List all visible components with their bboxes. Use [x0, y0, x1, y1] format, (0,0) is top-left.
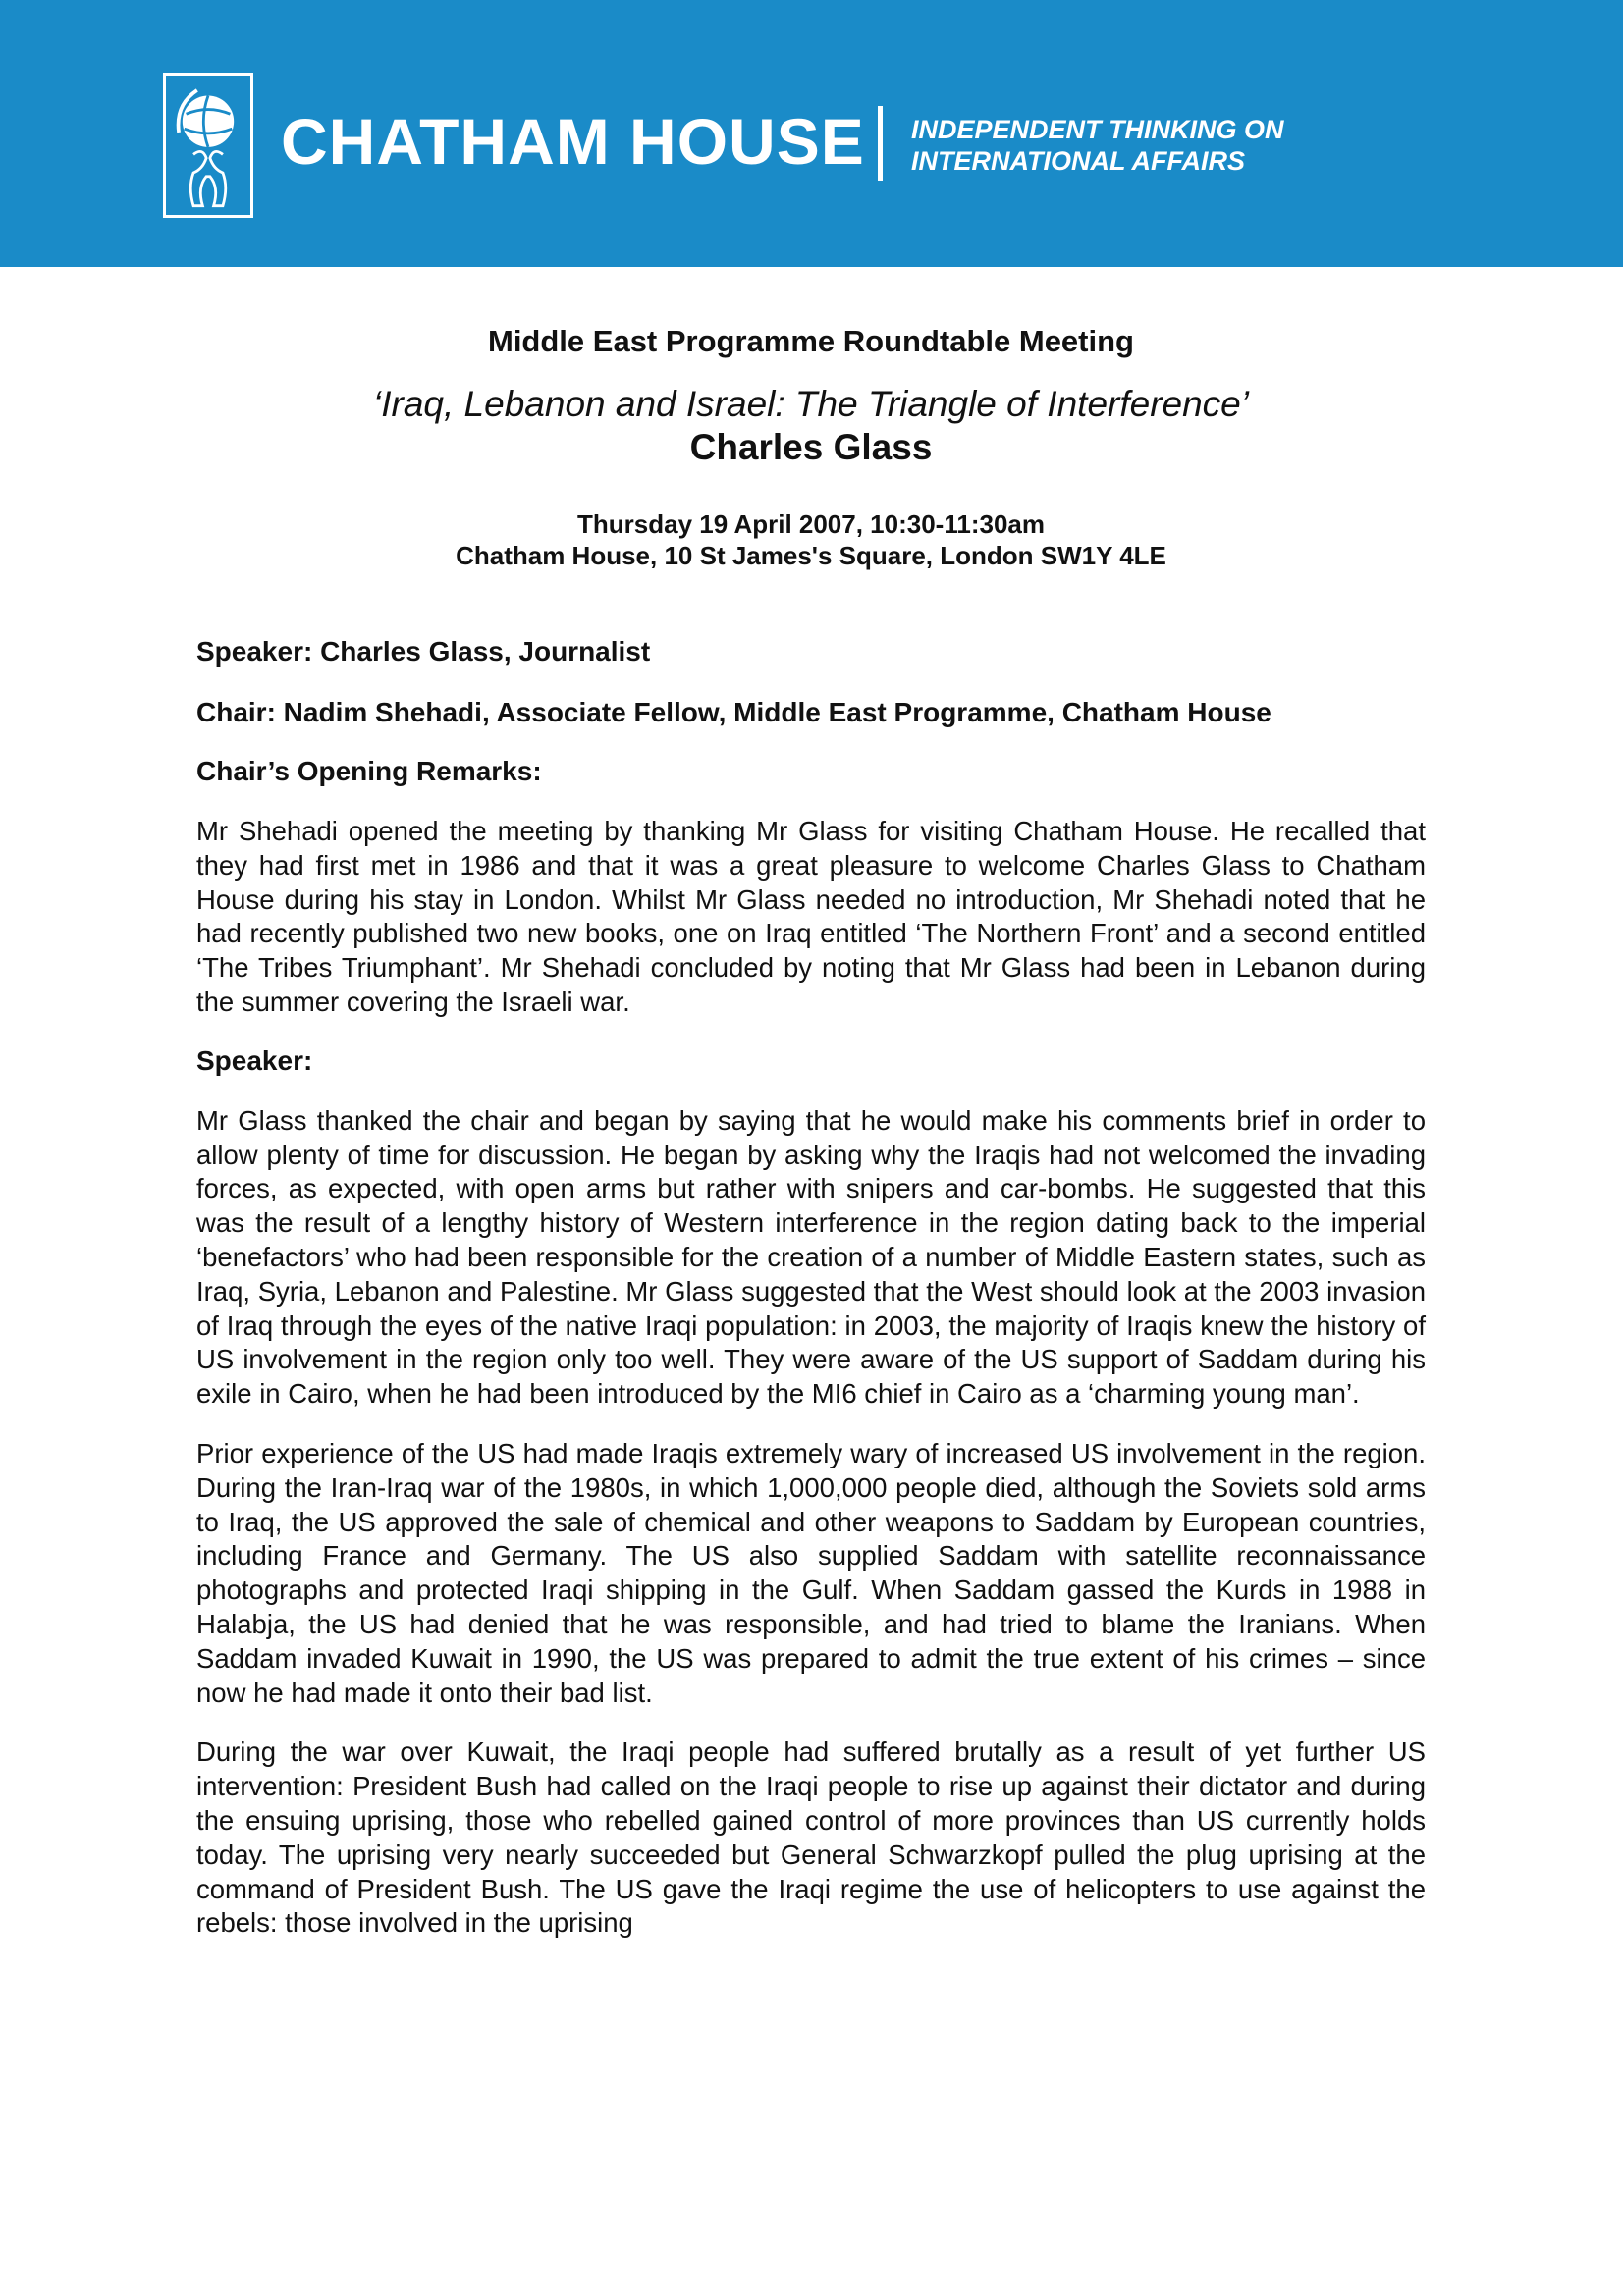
speaker-paragraph-3: During the war over Kuwait, the Iraqi people had suffered brutally as a result of yet further US intervention: President Bush had called on the Iraqi people to rise up against their dictator and during the ensuing uprising, those who rebelled gained control of more provinces than US currently holds today. The uprising very nearly succeeded but General Schwarzkopf pulled the plug uprising at the command of President Bush. The US gave the Iraqi regime the use of helicopters to use against the rebels: those involved in the uprising: [196, 1736, 1426, 1939]
header-banner: [0, 0, 1623, 267]
globe-figure-logo-icon: [163, 73, 253, 218]
speaker-line: Speaker: Charles Glass, Journalist: [196, 636, 651, 667]
header-divider: [878, 106, 883, 181]
tagline: [911, 114, 1284, 177]
meeting-date: Thursday 19 April 2007, 10:30-11:30am: [577, 509, 1045, 539]
document-speaker-name: Charles Glass: [689, 427, 933, 467]
meeting-venue: Chatham House, 10 St James's Square, London SW1Y 4LE: [456, 541, 1166, 570]
tagline-line-2: INTERNATIONAL AFFAIRS: [911, 146, 1245, 176]
opening-remarks-heading: Chair’s Opening Remarks:: [196, 756, 542, 786]
document-body: [196, 322, 1426, 1941]
meeting-type: Middle East Programme Roundtable Meeting: [488, 324, 1134, 358]
speaker-heading: Speaker:: [196, 1044, 313, 1076]
document-title: ‘Iraq, Lebanon and Israel: The Triangle of Interference’: [373, 384, 1249, 424]
opening-remarks-paragraph: Mr Shehadi opened the meeting by thanking Mr Glass for visiting Chatham House. He recalled that they had first met in 1986 and that it was a great pleasure to welcome Charles Glass to Chatham House during his stay in London. Whilst Mr Glass needed no introduction, Mr Shehadi noted that he had recently published two new books, one on Iraq entitled ‘The Northern Front’ and a second entitled ‘The Tribes Triumphant’. Mr Shehadi concluded by noting that Mr Glass had been in Lebanon during the summer covering the Israeli war.: [196, 816, 1426, 1017]
speaker-paragraph-2: Prior experience of the US had made Iraqis extremely wary of increased US involvement in the region. During the Iran-Iraq war of the 1980s, in which 1,000,000 people died, although the Soviets sold arms to Iraq, the US approved the sale of chemical and other weapons to Saddam by European countries, including France and Germany. The US also supplied Saddam with satellite reconnaissance photographs and protected Iraqi shipping in the Gulf. When Saddam gassed the Kurds in 1988 in Halabja, the US had denied that he was responsible, and had tried to blame the Iranians. When Saddam invaded Kuwait in 1990, the US was prepared to admit the true extent of his crimes – since now he had made it onto their bad list.: [196, 1437, 1426, 1708]
brand-name: CHATHAM HOUSE: [281, 105, 865, 178]
tagline-line-1: INDEPENDENT THINKING ON: [911, 115, 1284, 144]
chair-line: Chair: Nadim Shehadi, Associate Fellow, Middle East Programme, Chatham House: [196, 697, 1271, 727]
speaker-paragraph-1: Mr Glass thanked the chair and began by saying that he would make his comments brief in order to allow plenty of time for discussion. He began by asking why the Iraqis had not welcomed the invading forces, as expected, with open arms but rather with snipers and car-bombs. He suggested that this was the result of a lengthy history of Western interference in the region dating back to the imperial ‘benefactors’ who had been responsible for the creation of a number of Middle Eastern states, such as Iraq, Syria, Lebanon and Palestine. Mr Glass suggested that the West should look at the 2003 invasion of Iraq through the eyes of the native Iraqi population: in 2003, the majority of Iraqis knew the history of US involvement in the region only too well. They were aware of the US support of Saddam during his exile in Cairo, when he had been introduced by the MI6 chief in Cairo as a ‘charming young man’.: [196, 1104, 1426, 1410]
